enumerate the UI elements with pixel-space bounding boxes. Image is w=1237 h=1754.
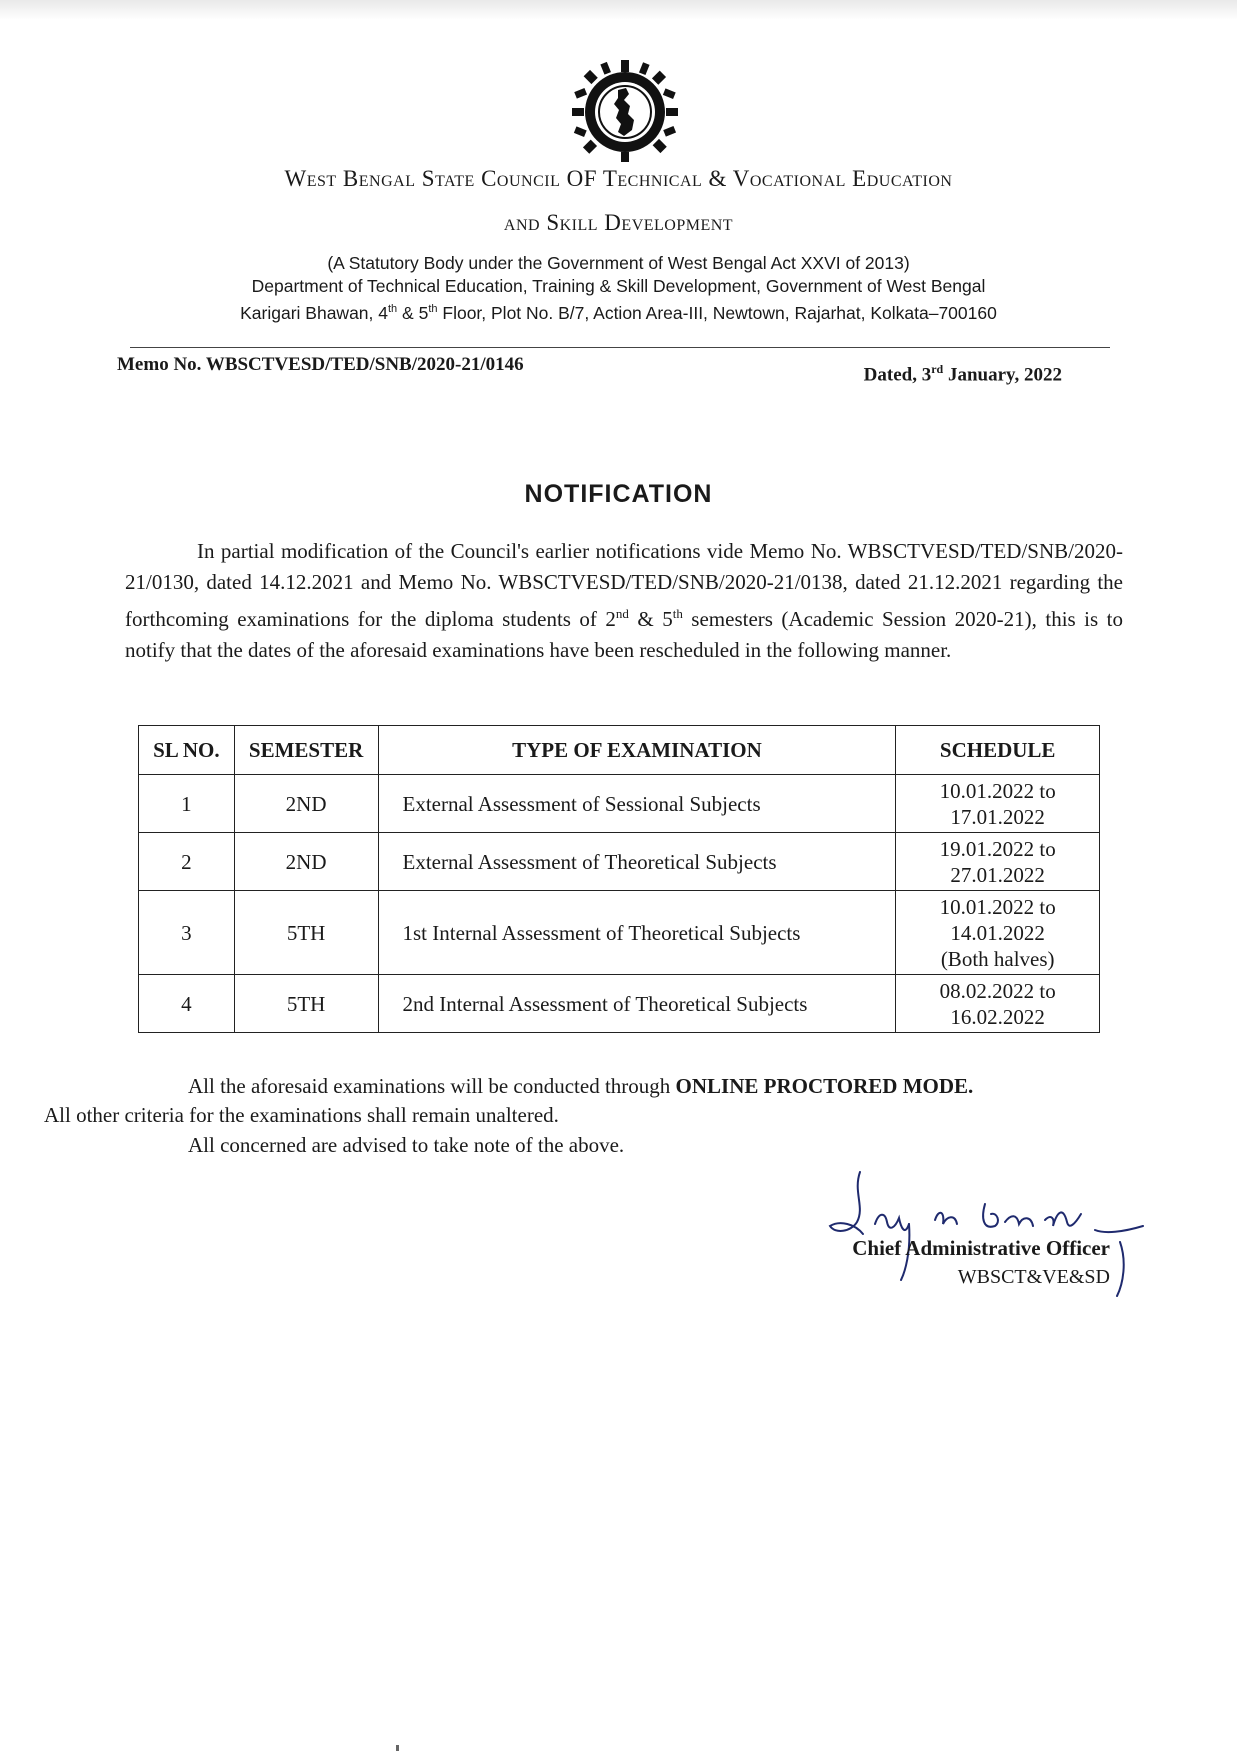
cell-semester: 2ND [234,775,378,833]
notification-title: NOTIFICATION [524,480,713,508]
cell-type: External Assessment of Sessional Subjects [378,775,896,833]
scan-speck [396,1745,399,1751]
memo-date: Dated, 3rd January, 2022 [863,362,1062,386]
cell-schedule: 08.02.2022 to 16.02.2022 [896,975,1100,1033]
schedule-table [138,725,1100,1033]
cell-sl: 2 [139,833,235,891]
scan-edge-shade [0,0,1237,20]
cell-type: External Assessment of Theoretical Subjects [378,833,896,891]
header-schedule: SCHEDULE [896,726,1100,775]
council-logo-icon [566,58,684,162]
cell-schedule: 10.01.2022 to 17.01.2022 [896,775,1100,833]
cell-semester: 5TH [234,891,378,975]
memo-row [117,354,1062,386]
address-line: Karigari Bhawan, 4th & 5th Floor, Plot No. B/7, Action Area-III, Newtown, Rajarhat, Kolkata–700160 [240,302,997,323]
table-row [139,775,1100,833]
cell-type: 2nd Internal Assessment of Theoretical Subjects [378,975,896,1033]
header-divider [130,347,1110,348]
council-name-line2: and Skill Development [503,210,734,235]
cell-schedule: 10.01.2022 to 14.01.2022 (Both halves) [896,891,1100,975]
cell-schedule: 19.01.2022 to 27.01.2022 [896,833,1100,891]
cell-semester: 2ND [234,833,378,891]
signatory-organisation: WBSCT&VE&SD [957,1266,1110,1288]
statutory-line: (A Statutory Body under the Government of West Bengal Act XXVI of 2013) [327,253,910,273]
department-line: Department of Technical Education, Training & Skill Development, Government of West Bengal [251,276,986,296]
cell-sl: 1 [139,775,235,833]
table-header-row [139,726,1100,775]
table-row [139,891,1100,975]
signatory-title: Chief Administrative Officer [852,1236,1110,1260]
cell-sl: 3 [139,891,235,975]
table-row [139,975,1100,1033]
memo-number: Memo No. WBSCTVESD/TED/SNB/2020-21/0146 [117,354,524,375]
council-name-line1: West Bengal State Council OF Technical & Vocational Education [284,166,953,191]
cell-sl: 4 [139,975,235,1033]
header-semester: SEMESTER [234,726,378,775]
header-sl-no: SL NO. [139,726,235,775]
notification-body: In partial modification of the Council's earlier notifications vide Memo No. WBSCTVESD/TED/SNB/2020-21/0130, dated 14.12.2021 and Memo No. WBSCTVESD/TED/SNB/2020-21/0138, dated 21.12.2021 regarding the forthcoming examinations for the diploma students of 2nd & 5th semesters (Academic Session 2020-21), this is to notify that the dates of the aforesaid examinations have been rescheduled in the following manner. [125,539,1124,662]
table-row [139,833,1100,891]
cell-type: 1st Internal Assessment of Theoretical Subjects [378,891,896,975]
header-type: TYPE OF EXAMINATION [378,726,896,775]
footer-advice: All concerned are advised to take note of the above. [188,1133,625,1157]
cell-semester: 5TH [234,975,378,1033]
footer-conduct-note: All the aforesaid examinations will be conducted through ONLINE PROCTORED MODE. All other criteria for the examinations shall remain unaltered. [44,1074,974,1127]
